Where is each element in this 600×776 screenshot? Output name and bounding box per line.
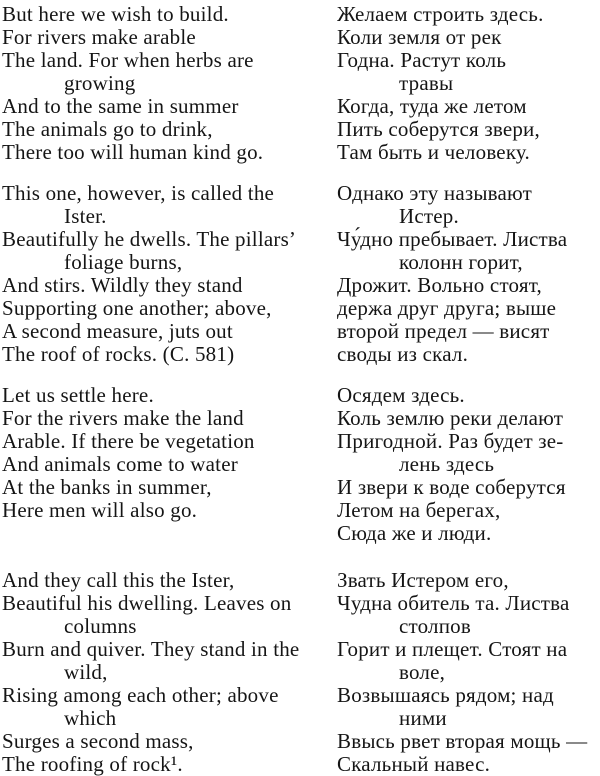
poem-line-english: Ister. bbox=[64, 204, 107, 228]
poem-line-english: The animals go to drink, bbox=[2, 117, 213, 141]
poem-line-english: Supporting one another; above, bbox=[2, 296, 272, 320]
poem-line-russian: Истер. bbox=[399, 204, 459, 228]
poem-line-russian: лень здесь bbox=[399, 452, 495, 476]
poem-line-english: Surges a second mass, bbox=[2, 729, 194, 753]
poem-line-english: Burn and quiver. They stand in the bbox=[2, 637, 300, 661]
poem-line-russian: Коли земля от рек bbox=[337, 25, 502, 49]
poem-line-russian: Осядем здесь. bbox=[337, 383, 465, 407]
poem-line-russian: второй предел — висят bbox=[337, 319, 550, 343]
poem-line-english: And to the same in summer bbox=[2, 94, 239, 118]
poem-line-english: Rising among each other; above bbox=[2, 683, 279, 707]
poem-line-english: Let us settle here. bbox=[2, 383, 154, 407]
stanza-row bbox=[2, 3, 600, 164]
poem-line-english: The roofing of rock¹. bbox=[2, 752, 183, 776]
poem-line-english: A second measure, juts out bbox=[2, 319, 233, 343]
english-column bbox=[2, 384, 337, 522]
poem-line-russian: Годна. Растут коль bbox=[337, 48, 507, 72]
poem-line-english: The roof of rocks. (C. 581) bbox=[2, 342, 235, 366]
poem-line-russian: травы bbox=[399, 71, 454, 95]
poem-line-russian: Скальный навес. bbox=[337, 752, 491, 776]
poem-line-english: foliage burns, bbox=[64, 250, 183, 274]
russian-column bbox=[337, 3, 600, 164]
poem-line-english: For the rivers make the land bbox=[2, 406, 244, 430]
poem-line-english: columns bbox=[64, 614, 137, 638]
poem-line-russian: Желаем строить здесь. bbox=[337, 2, 544, 26]
poem-line-russian: воле, bbox=[399, 660, 446, 684]
english-column bbox=[2, 569, 337, 776]
poem-line-english: And they call this the Ister, bbox=[2, 568, 235, 592]
poem-line-english: The land. For when herbs are bbox=[2, 48, 254, 72]
poem-line-russian: Летом на берегах, bbox=[337, 498, 501, 522]
poem-line-english: Here men will also go. bbox=[2, 498, 198, 522]
poem-line-russian: Возвышаясь рядом; над bbox=[337, 683, 554, 707]
poem-line-english: At the banks in summer, bbox=[2, 475, 212, 499]
poem-line-russian: Однако эту называют bbox=[337, 181, 532, 205]
poem-line-russian: держа друг друга; выше bbox=[337, 296, 557, 320]
stanza-container bbox=[2, 3, 600, 776]
russian-column bbox=[337, 384, 600, 545]
poem-line-russian: колонн горит, bbox=[399, 250, 523, 274]
poem-line-english: Arable. If there be vegetation bbox=[2, 429, 255, 453]
poem-line-russian: Звать Истером его, bbox=[337, 568, 509, 592]
poem-line-russian: Чу́дно пребывает. Листва bbox=[337, 227, 568, 251]
poem-line-russian: Сюда же и люди. bbox=[337, 521, 492, 545]
poem-line-english: which bbox=[64, 706, 117, 730]
poem-line-russian: своды из скал. bbox=[337, 342, 469, 366]
poem-line-english: And stirs. Wildly they stand bbox=[2, 273, 243, 297]
poem-line-russian: Пить соберутся звери, bbox=[337, 117, 540, 141]
poem-line-russian: Ввысь рвет вторая мощь — bbox=[337, 729, 588, 753]
poem-line-russian: Когда, туда же летом bbox=[337, 94, 527, 118]
poem-line-russian: Горит и плещет. Стоят на bbox=[337, 637, 568, 661]
poem-line-english: There too will human kind go. bbox=[2, 140, 264, 164]
poem-line-english: Beautifully he dwells. The pillars’ bbox=[2, 227, 297, 251]
poem-line-english: And animals come to water bbox=[2, 452, 238, 476]
stanza-row bbox=[2, 384, 600, 545]
english-column bbox=[2, 182, 337, 366]
poem-line-russian: столпов bbox=[399, 614, 471, 638]
poem-line-english: growing bbox=[64, 71, 136, 95]
poem-line-english: But here we wish to build. bbox=[2, 2, 229, 26]
poem-line-russian: Чудна обитель та. Листва bbox=[337, 591, 570, 615]
poem-line-russian: ними bbox=[399, 706, 447, 730]
poem-line-russian: Там быть и человеку. bbox=[337, 140, 530, 164]
stanza-row bbox=[2, 569, 600, 776]
poem-line-english: wild, bbox=[64, 660, 108, 684]
poem-line-english: This one, however, is called the bbox=[2, 181, 275, 205]
poem-line-russian: Пригодной. Раз будет зе- bbox=[337, 429, 564, 453]
poem-line-russian: Дрожит. Вольно стоят, bbox=[337, 273, 542, 297]
russian-column bbox=[337, 182, 600, 366]
stanza-row bbox=[2, 182, 600, 366]
poem-line-english: For rivers make arable bbox=[2, 25, 196, 49]
russian-column bbox=[337, 569, 600, 776]
poem-line-russian: И звери к воде соберутся bbox=[337, 475, 566, 499]
poem-line-russian: Коль землю реки делают bbox=[337, 406, 564, 430]
english-column bbox=[2, 3, 337, 164]
poem-line-english: Beautiful his dwelling. Leaves on bbox=[2, 591, 292, 615]
